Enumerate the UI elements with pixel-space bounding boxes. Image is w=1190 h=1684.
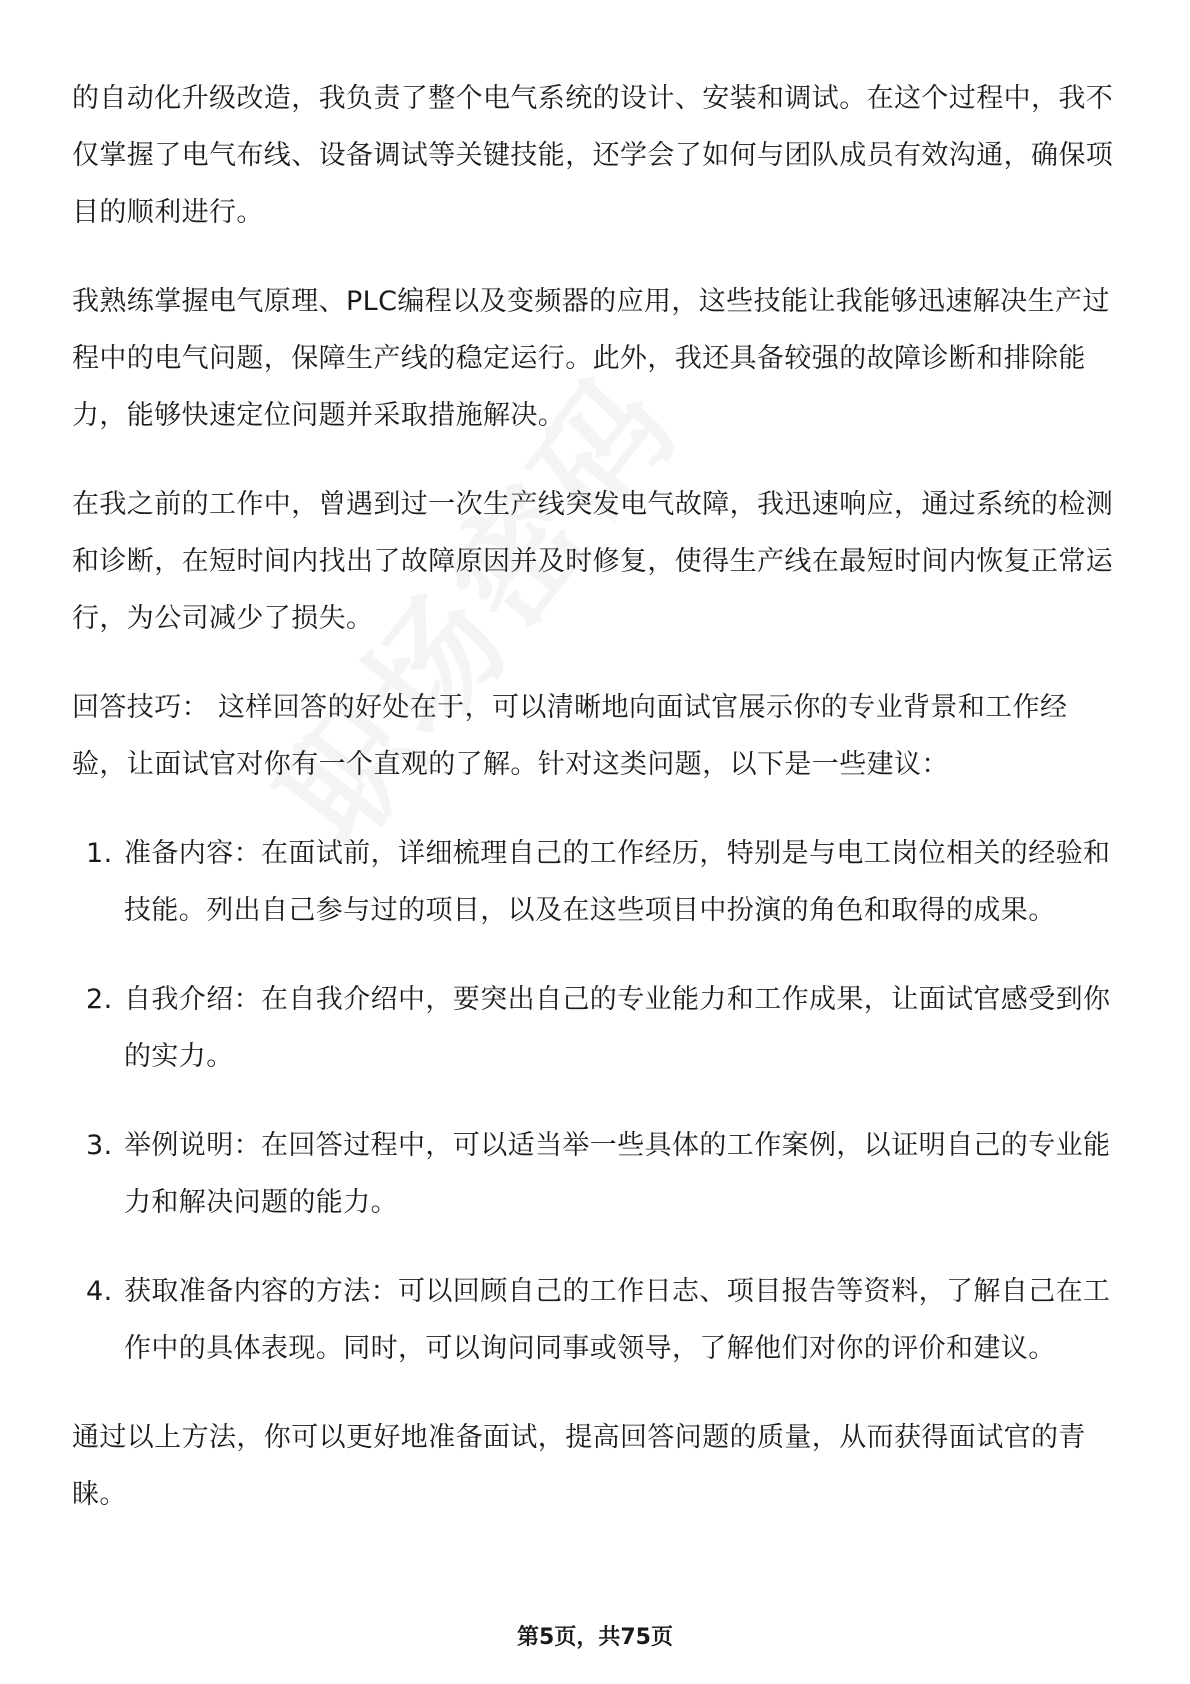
paragraph-example: 在我之前的工作中，曾遇到过一次生产线突发电气故障，我迅速响应，通过系统的检测和诊断，在短时间内找出了故障原因并及时修复，使得生产线在最短时间内恢复正常运行，为公司减少了损失。: [72, 489, 1114, 634]
list-item-text: 举例说明：在回答过程中，可以适当举一些具体的工作案例，以证明自己的专业能力和解决问题的能力。: [124, 1130, 1111, 1218]
list-item: [72, 971, 1122, 1085]
page-content: [72, 70, 1122, 1523]
paragraph-answer-tips: 回答技巧： 这样回答的好处在于，可以清晰地向面试官展示你的专业背景和工作经验，让面试官对你有一个直观的了解。针对这类问题，以下是一些建议：: [72, 692, 1068, 780]
paragraph-skills: 我熟练掌握电气原理、PLC编程以及变频器的应用，这些技能让我能够迅速解决生产过程中的电气问题，保障生产线的稳定运行。此外，我还具备较强的故障诊断和排除能力，能够快速定位问题并采取措施解决。: [72, 286, 1110, 431]
tips-list: [72, 825, 1122, 1377]
list-number: 4.: [86, 1276, 113, 1307]
list-item: [72, 825, 1122, 939]
list-item-text: 获取准备内容的方法：可以回顾自己的工作日志、项目报告等资料，了解自己在工作中的具体表现。同时，可以询问同事或领导，了解他们对你的评价和建议。: [124, 1276, 1111, 1364]
paragraph-closing: 通过以上方法，你可以更好地准备面试，提高回答问题的质量，从而获得面试官的青睐。: [72, 1422, 1086, 1510]
list-number: 2.: [86, 984, 113, 1015]
list-number: 1.: [86, 838, 113, 869]
page-number: 第5页，共75页: [517, 1625, 673, 1650]
list-number: 3.: [86, 1130, 113, 1161]
list-item: [72, 1117, 1122, 1231]
list-item: [72, 1263, 1122, 1377]
list-item-text: 自我介绍：在自我介绍中，要突出自己的专业能力和工作成果，让面试官感受到你的实力。: [124, 984, 1111, 1072]
list-item-text: 准备内容：在面试前，详细梳理自己的工作经历，特别是与电工岗位相关的经验和技能。列出自己参与过的项目，以及在这些项目中扮演的角色和取得的成果。: [124, 838, 1111, 926]
paragraph-experience: 的自动化升级改造，我负责了整个电气系统的设计、安装和调试。在这个过程中，我不仅掌握了电气布线、设备调试等关键技能，还学会了如何与团队成员有效沟通，确保项目的顺利进行。: [72, 83, 1114, 228]
